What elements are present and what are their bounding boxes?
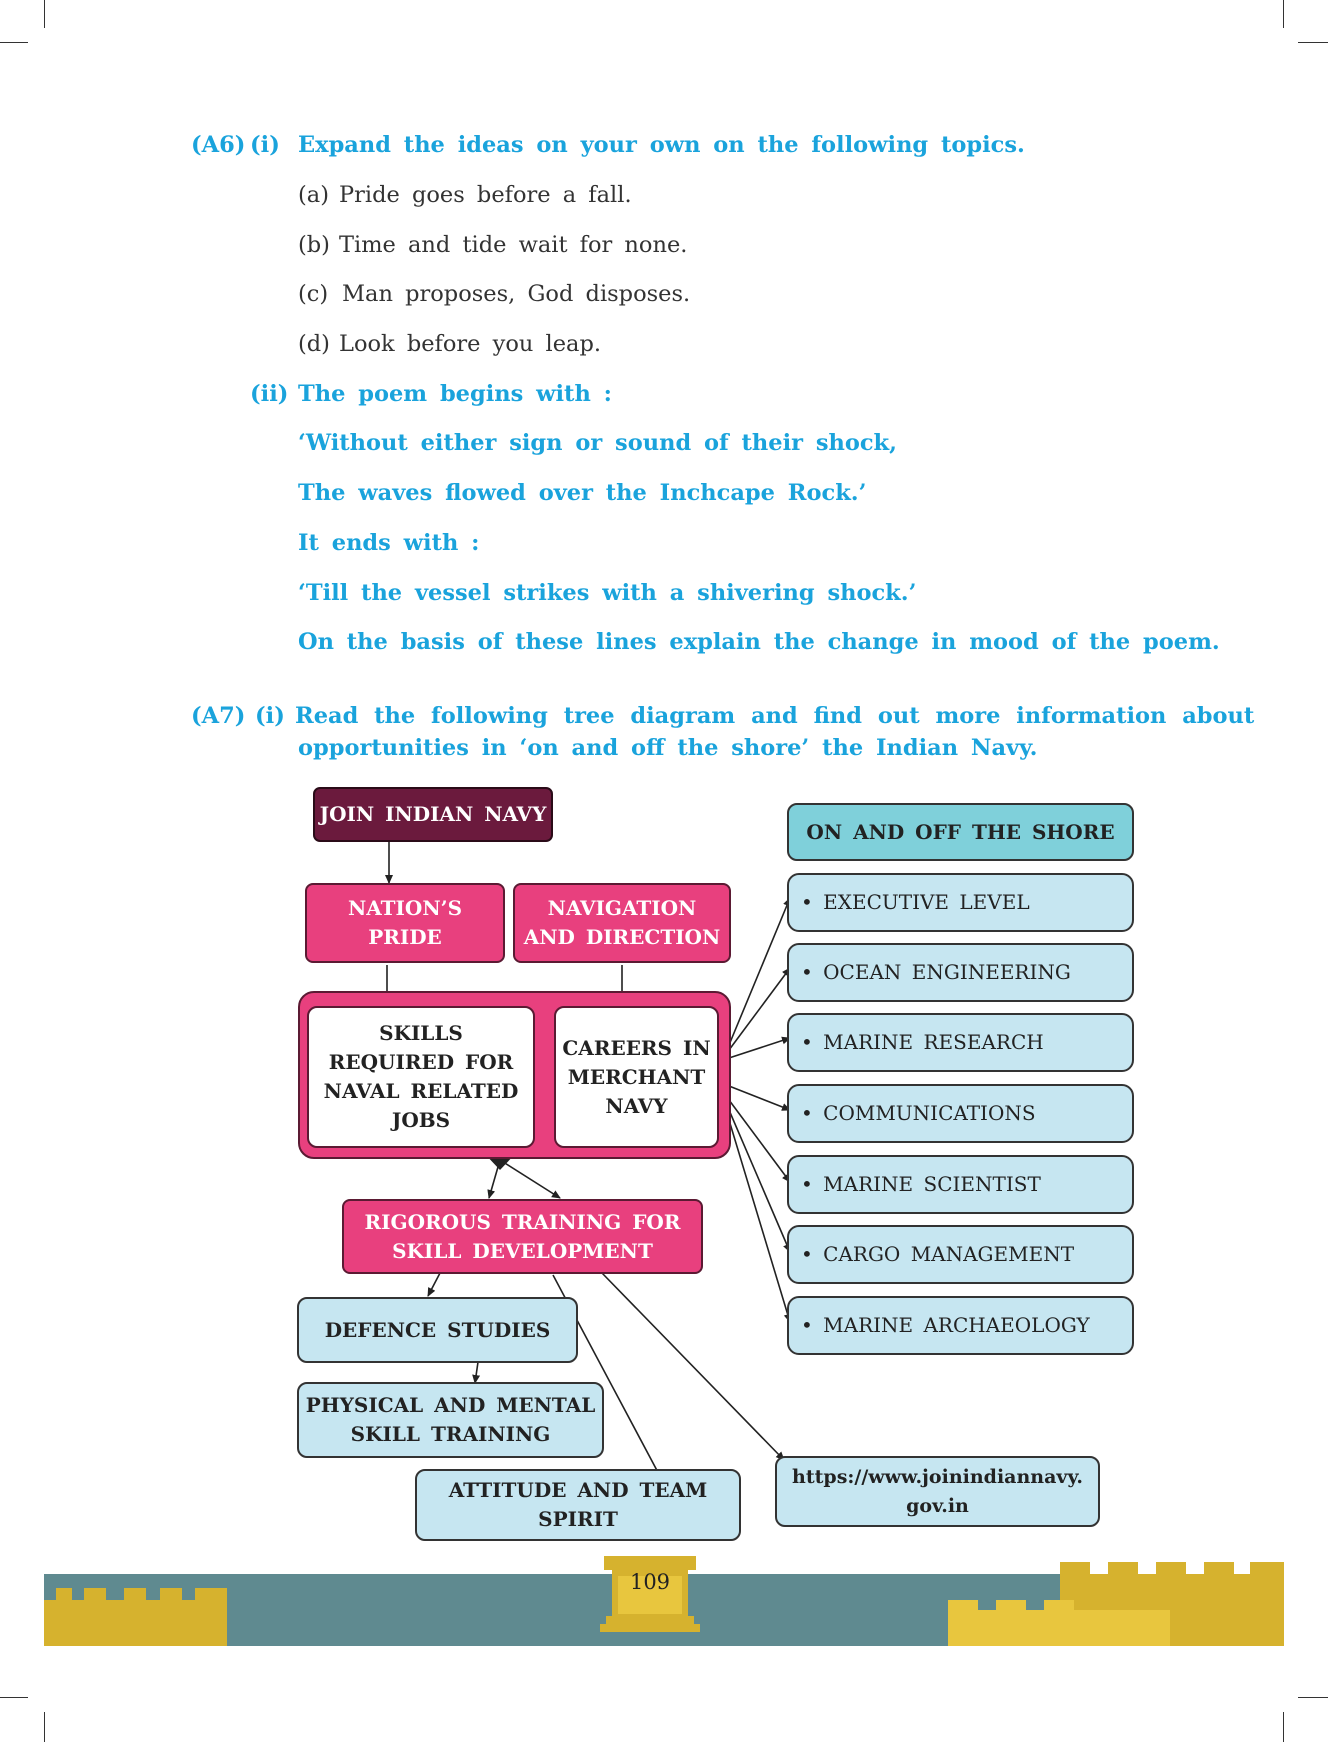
careers-merchant-navy-box	[554, 1006, 719, 1148]
box-line: PHYSICAL AND MENTAL	[305, 1393, 596, 1417]
box-line: JOBS	[391, 1108, 451, 1132]
box-line: NAVAL RELATED	[323, 1079, 519, 1103]
a7-i-label: (i)	[255, 703, 285, 729]
shore-item-marine-scientist	[787, 1155, 1134, 1214]
defence-studies-text: DEFENCE STUDIES	[324, 1317, 551, 1342]
url-line: gov.in	[906, 1494, 969, 1517]
box-line: ATTITUDE AND TEAM	[448, 1478, 708, 1502]
shore-item-text: • MARINE ARCHAEOLOGY	[801, 1313, 1090, 1337]
box-line: NAVY	[605, 1093, 668, 1118]
page-number: 109	[629, 1570, 671, 1594]
defence-studies-box	[297, 1297, 578, 1363]
shore-item-text: • MARINE SCIENTIST	[801, 1172, 1041, 1196]
nations-pride-box	[305, 883, 505, 963]
navigation-direction-box	[513, 883, 731, 963]
a7-label: (A7)	[191, 703, 246, 729]
topic-a-label: (a)	[298, 182, 329, 208]
url-box	[775, 1456, 1100, 1527]
poem-line: On the basis of these lines explain the change in mood of the poem.	[298, 629, 1220, 655]
topic-b-label: (b)	[298, 232, 330, 258]
box-line: SKILLS	[379, 1021, 463, 1045]
box-line: SPIRIT	[538, 1507, 618, 1531]
join-indian-navy-box	[313, 787, 553, 842]
box-line: RIGOROUS TRAINING FOR	[364, 1209, 681, 1234]
topic-d-label: (d)	[298, 331, 330, 357]
topic-c-label: (c)	[298, 281, 329, 307]
box-line: SKILL DEVELOPMENT	[392, 1238, 653, 1263]
on-off-shore-title: ON AND OFF THE SHORE	[806, 819, 1115, 844]
physical-mental-box	[297, 1382, 604, 1458]
skills-required-box	[307, 1006, 535, 1148]
shore-item-cargo-management	[787, 1225, 1134, 1284]
poem-line: The waves flowed over the Inchcape Rock.’	[298, 480, 867, 506]
shore-item-text: • EXECUTIVE LEVEL	[801, 890, 1030, 914]
box-line: AND DIRECTION	[523, 925, 721, 949]
topic-d-text: Look before you leap.	[339, 331, 602, 357]
a6-label: (A6)	[191, 132, 246, 158]
box-line: NATION’S	[347, 896, 463, 920]
box-line: PRIDE	[368, 925, 442, 949]
shore-item-ocean-engineering	[787, 943, 1134, 1002]
a6-ii-label: (ii)	[250, 381, 289, 407]
topic-b-text: Time and tide wait for none.	[339, 232, 688, 258]
shore-item-executive-level	[787, 873, 1134, 932]
box-line: MERCHANT	[567, 1064, 706, 1089]
url-line: https://www.joinindiannavy.	[792, 1465, 1083, 1488]
a6-i-label: (i)	[250, 132, 280, 158]
on-off-shore-title-box	[787, 803, 1134, 861]
poem-line: It ends with :	[298, 530, 480, 556]
poem-line: The poem begins with :	[298, 381, 612, 407]
a6-i-prompt: Expand the ideas on your own on the following topics.	[298, 132, 1025, 158]
poem-line: ‘Till the vessel strikes with a shivering shock.’	[298, 580, 917, 606]
topic-c-text: Man proposes, God disposes.	[342, 281, 691, 307]
a7-prompt-line1: Read the following tree diagram and find out more information about	[295, 703, 1255, 729]
shore-item-text: • CARGO MANAGEMENT	[801, 1242, 1075, 1266]
shore-item-marine-research	[787, 1013, 1134, 1072]
shore-item-marine-archaeology	[787, 1296, 1134, 1355]
attitude-team-box	[415, 1469, 741, 1541]
poem-line: ‘Without either sign or sound of their shock,	[298, 430, 897, 456]
rigorous-training-box	[342, 1199, 703, 1274]
box-line: NAVIGATION	[547, 896, 697, 920]
box-line: REQUIRED FOR	[328, 1050, 514, 1074]
box-line: CAREERS IN	[562, 1035, 711, 1060]
a7-prompt-line2: opportunities in ‘on and off the shore’ the Indian Navy.	[298, 735, 1038, 761]
shore-item-text: • OCEAN ENGINEERING	[801, 960, 1071, 984]
shore-item-communications	[787, 1084, 1134, 1143]
shore-item-text: • COMMUNICATIONS	[801, 1101, 1036, 1125]
box-line: SKILL TRAINING	[350, 1422, 551, 1446]
join-indian-navy-text: JOIN INDIAN NAVY	[319, 802, 547, 826]
topic-a-text: Pride goes before a fall.	[339, 182, 632, 208]
shore-item-text: • MARINE RESEARCH	[801, 1030, 1044, 1054]
